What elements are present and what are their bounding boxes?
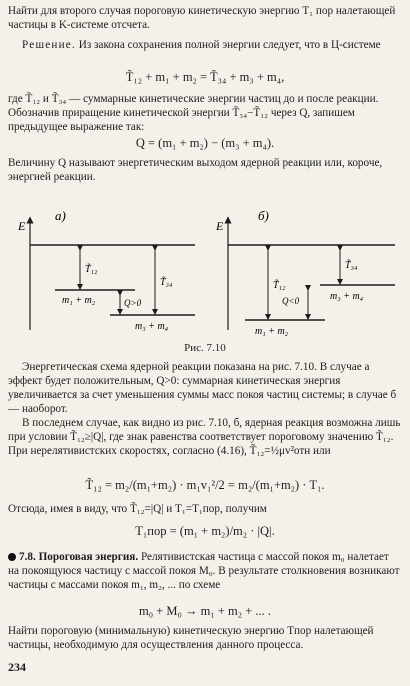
panel-a-label: а) (55, 210, 66, 223)
where-paragraph: где T̃₁₂ и T̃₃₄ — суммарные кинетические энергии частиц до и после реакции. Обозначив приращение кинетической энергии T̃₃₄−T̃₁₂ через Q, запишем предыдущее выражение так: (8, 93, 379, 133)
q-label-a: Q>0 (124, 298, 142, 308)
q-label-b: Q<0 (282, 296, 300, 306)
problem-number: 7.8. (19, 551, 36, 563)
panel-a (17, 210, 195, 332)
equation-reaction-scheme: m₀ + M₀ → m₁ + m₂ + ... . (139, 604, 271, 618)
m34-label-b: m₃ + m₄ (330, 291, 364, 302)
intro-paragraph: Найти для второго случая пороговую кинетическую энергию T₁ пор налетающей частицы в K-системе отсчета. (8, 5, 396, 31)
solution-text: Из закона сохранения полной энергии следует, что в Ц-системе (78, 39, 381, 51)
m12-label-b: m₁ + m₂ (255, 326, 289, 337)
last-case-paragraph: В последнем случае, как видно из рис. 7.10, б, ядерная реакция возможна лишь при условии T̃₁₂≥|Q|, где знак равенства соответствует пороговому значению T̃₁₂. При нерелятивистских скоростях, согласно (4.16), T̃₁₂=½μv²отн или (8, 417, 401, 457)
bullet-icon (8, 553, 16, 561)
equation-energy-conservation: T̃₁₂ + m₁ + m₂ = T̃₃₄ + m₃ + m₄, (125, 70, 285, 84)
energy-scheme-paragraph: Энергетическая схема ядерной реакции показана на рис. 7.10. В случае а эффект будет положительным, Q>0: суммарная кинетическая энергия увеличивается за счет уменьшения суммы масс покоя частиц системы; в случае б — наоборот. (8, 361, 397, 415)
problem-paragraph (8, 550, 402, 592)
page-number: 234 (8, 660, 26, 674)
final-paragraph: Найти пороговую (минимальную) кинетическую энергию Tпор налетающей частицы, необходимую для осуществления данного процесса. (8, 625, 374, 651)
panel-b-label: б) (258, 210, 269, 223)
panel-b (215, 210, 395, 337)
axis-label-b: E (216, 219, 224, 233)
problem-text: Релятивистская частица с массой покоя m₀ налетает на покоящуюся частицу с массой покоя M₀. В результате столкновения возникают частицы с массами покоя m₁, m₂, ... по схеме (8, 551, 400, 591)
problem-title: Пороговая энергия. (38, 551, 139, 563)
equation-q-definition: Q = (m₁ + m₂) − (m₃ + m₄). (135, 136, 275, 150)
axis-label-a: E (18, 219, 26, 233)
t34-label-b: T̃₃₄ (345, 260, 358, 271)
hence-paragraph: Отсюда, имея в виду, что T̃₁₂=|Q| и T₁=T₁пор, получим (8, 503, 267, 515)
figure-caption: Рис. 7.10 (184, 342, 226, 354)
t34-label-a: T̃₃₄ (160, 277, 173, 288)
t12-label-b: T̃₁₂ (273, 280, 286, 291)
solution-heading: Решение. (22, 39, 76, 51)
solution-paragraph (8, 38, 402, 52)
t12-label-a: T̃₁₂ (85, 264, 98, 275)
equation-threshold: T₁пор = (m₁ + m₂)/m₂ · |Q|. (135, 524, 275, 538)
equation-t12: T̃₁₂ = m₂/(m₁+m₂) · m₁v₁²/2 = m₂/(m₁+m₂) · T₁. (85, 478, 325, 492)
m12-label-a: m₁ + m₂ (62, 295, 96, 306)
value-q-paragraph: Величину Q называют энергетическим выходом ядерной реакции или, короче, энергией реакции. (8, 157, 383, 183)
m34-label-a: m₃ + m₄ (135, 321, 169, 332)
